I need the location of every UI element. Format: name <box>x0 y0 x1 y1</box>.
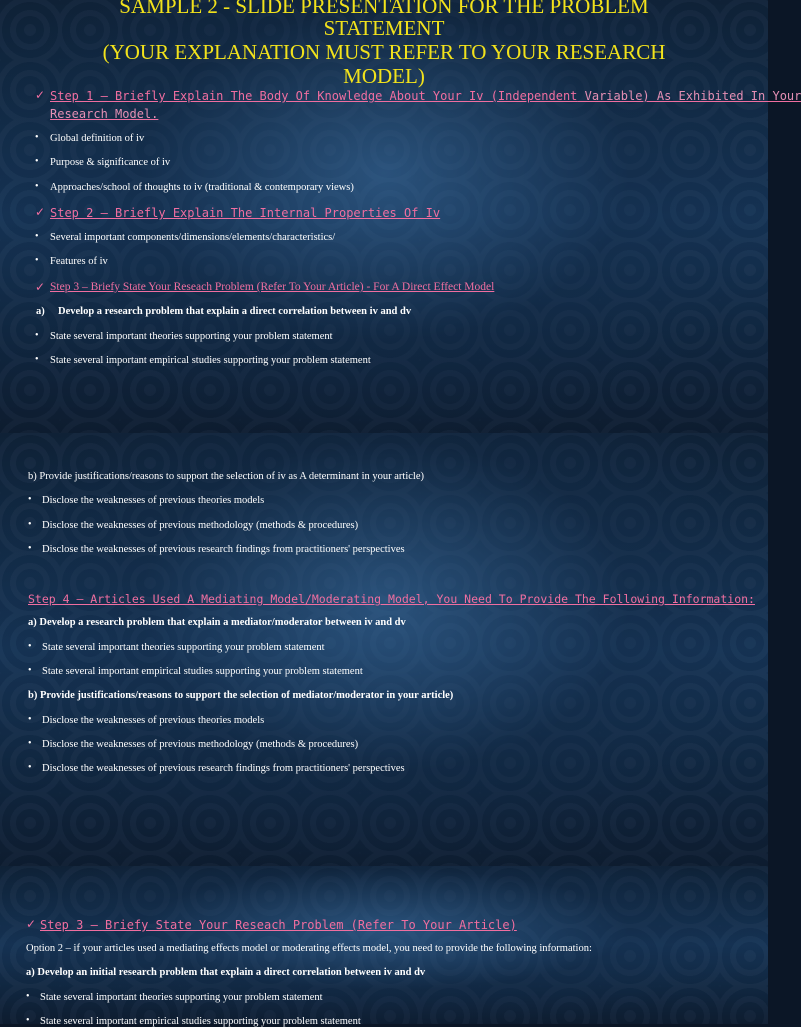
a-heading: a) Develop a research problem that explain a mediator/moderator between iv and dv <box>28 617 406 628</box>
bullet-icon: • <box>28 762 32 773</box>
bullet-icon: • <box>28 665 32 676</box>
b2-heading: b) Provide justifications/reasons to support the selection of mediator/moderator in your article) <box>28 690 454 701</box>
slide-title-line2: STATEMENT <box>323 16 445 40</box>
list-item: State several important theories supporting your problem statement <box>40 992 323 1003</box>
bullet-icon: • <box>28 714 32 725</box>
step2-heading: Step 2 – Briefly Explain The Internal Properties Of Iv <box>50 206 441 220</box>
step4-heading: Step 4 – Articles Used A Mediating Model/Moderating Model, You Need To Provide The Following Information: <box>28 592 755 606</box>
step3-heading: Step 3 – Briefy State Your Reseach Problem (Refer To Your Article) <box>40 918 517 932</box>
step1-heading <box>50 89 801 103</box>
checkmark-icon: ✓ <box>26 917 37 931</box>
list-item: Disclose the weaknesses of previous methodology (methods & procedures) <box>42 739 359 750</box>
list-item: State several important empirical studies supporting your problem statement <box>50 355 371 366</box>
list-item: Disclose the weaknesses of previous methodology (methods & procedures) <box>42 520 359 531</box>
checkmark-icon: ✓ <box>35 280 46 294</box>
bullet-icon: • <box>28 543 32 554</box>
bullet-icon: • <box>35 132 39 143</box>
slide-1 <box>0 0 801 433</box>
bullet-icon: • <box>35 255 39 266</box>
step3-a-text: Develop a research problem that explain a direct correlation between iv and dv <box>58 306 412 317</box>
step3-a-label: a) <box>36 306 45 317</box>
bullet-icon: • <box>35 330 39 341</box>
checkmark-icon: ✓ <box>35 205 46 219</box>
checkmark-icon: ✓ <box>35 88 46 102</box>
bullet-icon: • <box>35 354 39 365</box>
bullet-icon: • <box>35 181 39 192</box>
list-item: Purpose & significance of iv <box>50 157 171 168</box>
list-item: Global definition of iv <box>50 133 145 144</box>
slide-title-line1: SAMPLE 2 - SLIDE PRESENTATION FOR THE PROBLEM <box>119 0 649 18</box>
step1-heading-cont <box>50 107 158 121</box>
step1-heading-text: Step 1 – Briefly Explain The Body Of Knowledge About Your Iv (Independent <box>50 89 578 103</box>
bullet-icon: • <box>26 991 30 1002</box>
step1-heading-cont-text: Research Model. <box>50 107 159 121</box>
bullet-icon: • <box>35 156 39 167</box>
bullet-icon: • <box>28 641 32 652</box>
slide-title-line3: (YOUR EXPLANATION MUST REFER TO YOUR RESEARCH <box>102 40 666 64</box>
step3-heading: Step 3 – Briefy State Your Reseach Problem (Refer To Your Article) - For A Direct Effect Model <box>50 281 495 293</box>
list-item: Disclose the weaknesses of previous theories models <box>42 495 265 506</box>
bullet-icon: • <box>26 1015 30 1026</box>
slide-title-line4: MODEL) <box>343 64 425 88</box>
slide-3 <box>0 866 768 1027</box>
list-item: Disclose the weaknesses of previous research findings from practitioners' perspectives <box>42 763 405 774</box>
step1-heading-rest: Variable) As Exhibited In Your <box>577 89 801 103</box>
bullet-icon: • <box>28 519 32 530</box>
bullet-icon: • <box>35 231 39 242</box>
list-item: Disclose the weaknesses of previous research findings from practitioners' perspectives <box>42 544 405 555</box>
b-heading: b) Provide justifications/reasons to support the selection of iv as A determinant in your article) <box>28 471 424 482</box>
list-item: Disclose the weaknesses of previous theories models <box>42 715 265 726</box>
list-item: State several important theories supporting your problem statement <box>42 642 325 653</box>
option-text: Option 2 – if your articles used a mediating effects model or moderating effects model, you need to provide the following information: <box>26 943 592 954</box>
bullet-icon: • <box>28 738 32 749</box>
list-item: Several important components/dimensions/elements/characteristics/ <box>50 232 336 243</box>
list-item: State several important empirical studies supporting your problem statement <box>40 1016 361 1027</box>
list-item: Features of iv <box>50 256 108 267</box>
a-heading: a) Develop an initial research problem that explain a direct correlation between iv and dv <box>26 967 426 978</box>
bullet-icon: • <box>28 494 32 505</box>
slide-2 <box>0 433 768 866</box>
list-item: State several important empirical studies supporting your problem statement <box>42 666 363 677</box>
list-item: State several important theories supporting your problem statement <box>50 331 333 342</box>
list-item: Approaches/school of thoughts to iv (traditional & contemporary views) <box>50 182 354 193</box>
